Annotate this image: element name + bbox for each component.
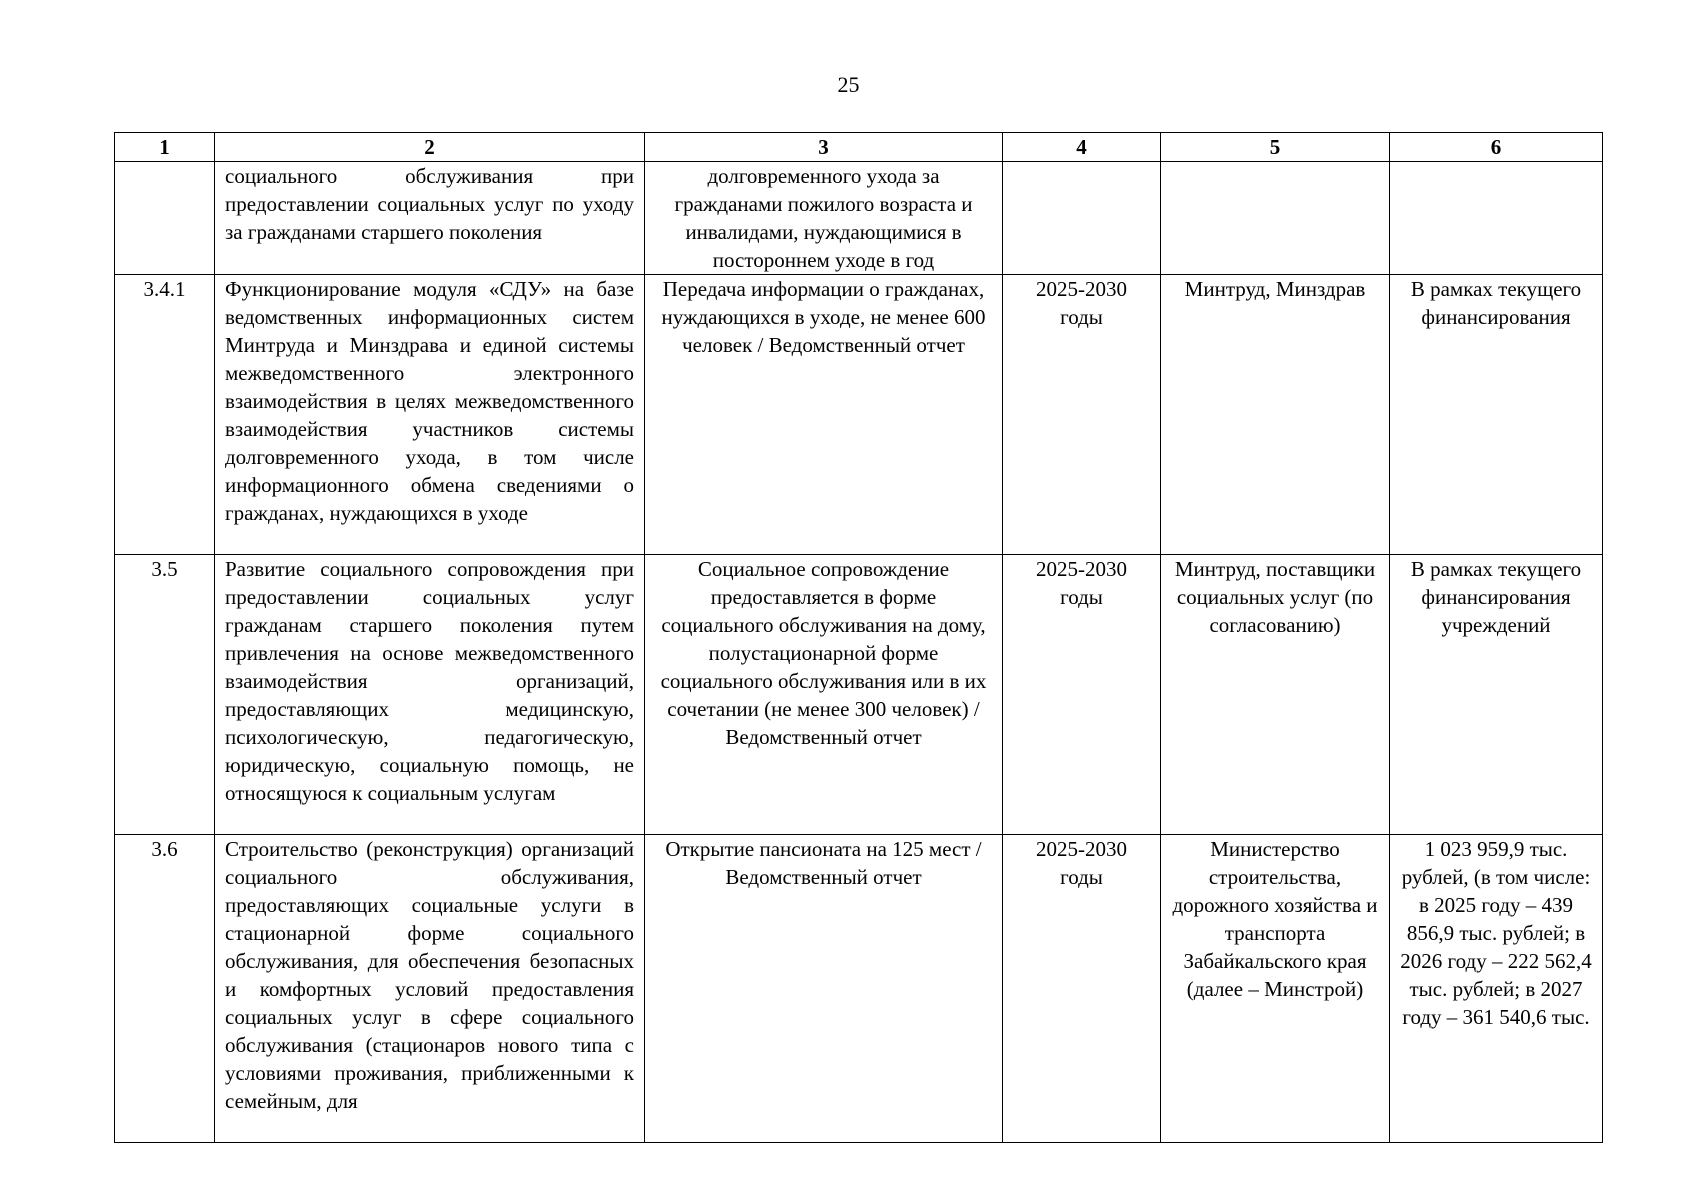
funding-cell: В рамках текущего финансирования учреждений xyxy=(1390,555,1603,835)
result-cell: Передача информации о гражданах, нуждающихся в уходе, не менее 600 человек / Ведомственный отчет xyxy=(645,275,1003,555)
period-cell: 2025-2030 годы xyxy=(1003,555,1161,835)
row-number: 3.6 xyxy=(115,835,215,1143)
executor-cell: Министерство строительства, дорожного хозяйства и транспорта Забайкальского края (далее – Минстрой) xyxy=(1161,835,1390,1143)
column-header-6: 6 xyxy=(1390,133,1603,162)
activity-cell: Функционирование модуля «СДУ» на базе ведомственных информационных систем Минтруда и Минздрава и единой системы межведомственного электронного взаимодействия в целях межведомственного взаимодействия участников системы долговременного ухода, в том числе информационного обмена сведениями о гражданах, нуждающихся в уходе xyxy=(215,275,645,555)
page-number: 25 xyxy=(837,72,860,97)
executor-cell: Минтруд, поставщики социальных услуг (по согласованию) xyxy=(1161,555,1390,835)
result-cell: Открытие пансионата на 125 мест / Ведомственный отчет xyxy=(645,835,1003,1143)
activity-cell: социального обслуживания при предоставлении социальных услуг по уходу за гражданами старшего поколения xyxy=(215,162,645,275)
funding-cell: 1 023 959,9 тыс. рублей, (в том числе: в 2025 году – 439 856,9 тыс. рублей; в 2026 году – 222 562,4 тыс. рублей; в 2027 году – 361 540,6 тыс. xyxy=(1390,835,1603,1143)
column-header-2: 2 xyxy=(215,133,645,162)
activity-plan-table xyxy=(114,132,1603,1143)
column-header-3: 3 xyxy=(645,133,1003,162)
table-row xyxy=(115,162,1603,275)
period-cell xyxy=(1003,162,1161,275)
executor-cell xyxy=(1161,162,1390,275)
result-cell: долговременного ухода за гражданами пожилого возраста и инвалидами, нуждающимися в постороннем уходе в год xyxy=(645,162,1003,275)
row-number xyxy=(115,162,215,275)
table-row xyxy=(115,835,1603,1143)
column-header-1: 1 xyxy=(115,133,215,162)
result-cell: Социальное сопровождение предоставляется в форме социального обслуживания на дому, полустационарной форме социального обслуживания или в их сочетании (не менее 300 человек) / Ведомственный отчет xyxy=(645,555,1003,835)
row-number: 3.5 xyxy=(115,555,215,835)
executor-cell: Минтруд, Минздрав xyxy=(1161,275,1390,555)
column-header-5: 5 xyxy=(1161,133,1390,162)
period-cell: 2025-2030 годы xyxy=(1003,275,1161,555)
column-header-4: 4 xyxy=(1003,133,1161,162)
period-cell: 2025-2030 годы xyxy=(1003,835,1161,1143)
table-row xyxy=(115,555,1603,835)
activity-cell: Строительство (реконструкция) организаций социального обслуживания, предоставляющих социальные услуги в стационарной форме социального обслуживания, для обеспечения безопасных и комфортных условий предоставления социальных услуг в сфере социального обслуживания (стационаров нового типа с условиями проживания, приближенными к семейным, для xyxy=(215,835,645,1143)
table-row xyxy=(115,275,1603,555)
row-number: 3.4.1 xyxy=(115,275,215,555)
funding-cell xyxy=(1390,162,1603,275)
funding-cell: В рамках текущего финансирования xyxy=(1390,275,1603,555)
header-row xyxy=(115,133,1603,162)
activity-cell: Развитие социального сопровождения при предоставлении социальных услуг гражданам старшего поколения путем привлечения на основе межведомственного взаимодействия организаций, предоставляющих медицинскую, психологическую, педагогическую, юридическую, социальную помощь, не относящуюся к социальным услугам xyxy=(215,555,645,835)
